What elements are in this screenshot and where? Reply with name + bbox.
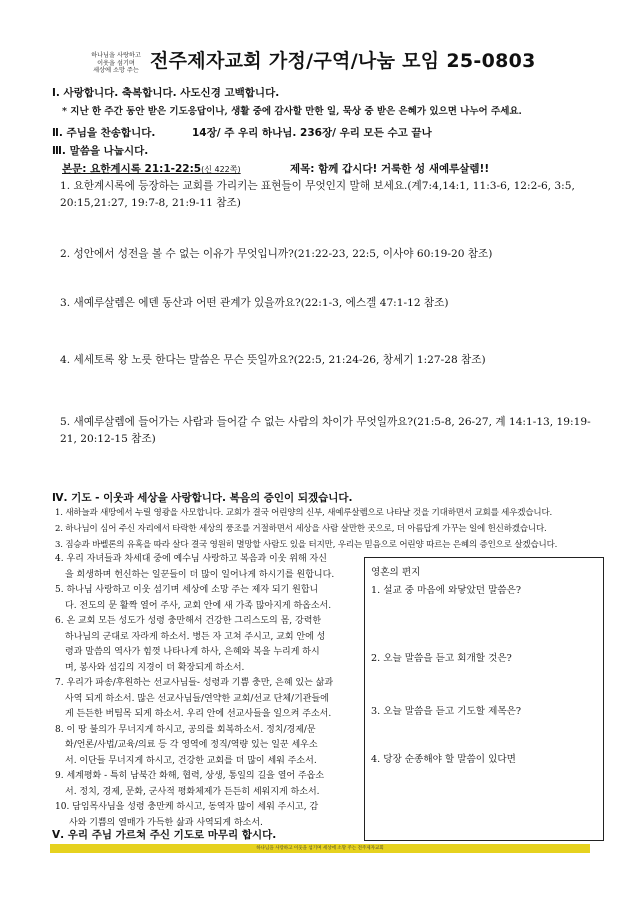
letter-question-1: 1. 설교 중 마음에 와닿았던 말씀은? bbox=[371, 585, 522, 596]
prayer-line: 화/언론/사법/교육/의료 등 각 영역에 정직/역량 있는 일꾼 세우소 bbox=[65, 740, 318, 750]
prayer-line: 게 든든한 버팀목 되게 하소서. 우리 안에 선교사들을 일으켜 주소서. bbox=[65, 709, 332, 719]
letter-question-4: 4. 당장 순종해야 할 말씀이 있다면 bbox=[371, 754, 516, 765]
prayer-line: 6. 온 교회 모든 성도가 성령 충만해서 건강한 그리스도의 몸, 강력한 bbox=[55, 616, 322, 626]
prayer-line: 4. 우리 자녀들과 차세대 중에 예수님 사랑하고 복음과 이웃 위해 자신 bbox=[55, 554, 327, 564]
prayer-line: 을 희생하며 헌신하는 일꾼들이 더 많이 일어나게 하시기를 원합니다. bbox=[65, 569, 335, 580]
soul-letter-box bbox=[364, 557, 604, 841]
hymn-list: 14장/ 주 우리 하나님. 236장/ 우리 모든 수고 끝나 bbox=[192, 127, 432, 139]
church-motto: 하나님을 사랑하고 이웃을 섬기며 세상에 소망 주는 bbox=[91, 52, 141, 74]
question-4: 4. 세세토록 왕 노릇 한다는 말씀은 무슨 뜻일까요?(22:5, 21:24-26, 창세기 1:27-28 참조) bbox=[60, 354, 486, 366]
prayer-line: 5. 하나님 사랑하고 이웃 섬기며 세상에 소망 주는 제자 되기 원합니 bbox=[55, 585, 319, 595]
prayer-line: 9. 세계평화 - 특히 남북간 화해, 협력, 상생, 통일의 길을 열어 주옵소 bbox=[55, 771, 325, 781]
prayer-item: 2. 하나님이 심어 주신 자리에서 타락한 세상의 풍조를 거절하면서 세상을 사람 살만한 곳으로, 더 아름답게 가꾸는 일에 헌신하겠습니다. bbox=[55, 523, 547, 534]
prayer-line: 서. 이단들 무너지게 하시고, 건강한 교회를 더 많이 세워 주소서. bbox=[65, 755, 317, 766]
prayer-line: 령과 말씀의 역사가 힘껏 나타나게 하사, 은혜와 복을 누리게 하시 bbox=[65, 647, 320, 657]
footer-bar: 하나님을 사랑하고 이웃을 섬기며 세상에 소망 주는 전주제자교회 bbox=[50, 844, 590, 853]
scripture-reference: 본문: 요한계시록 21:1-22:5(신 422쪽) bbox=[62, 163, 241, 175]
prayer-line: 사와 기쁨의 열매가 가득한 삶과 사역되게 하소서. bbox=[69, 817, 263, 828]
prayer-line: 다. 전도의 문 활짝 열어 주사, 교회 안에 새 가족 많아지게 하옵소서. bbox=[65, 600, 332, 611]
page-title: 전주제자교회 가정/구역/나눔 모임 25-0803 bbox=[150, 50, 536, 72]
section-2-heading: Ⅱ. 주님을 찬송합니다. bbox=[52, 127, 156, 139]
prayer-line: 사역 되게 하소서. 많은 선교사님들/연약한 교회/선교 단체/기관들에 bbox=[65, 693, 329, 704]
section-4-heading: Ⅳ. 기도 - 이웃과 세상을 사랑합니다. 복음의 증인이 되겠습니다. bbox=[52, 492, 353, 504]
section-3-heading: Ⅲ. 말씀을 나눕시다. bbox=[52, 145, 149, 157]
section-1-heading: Ⅰ. 사랑합니다. 축복합니다. 사도신경 고백합니다. bbox=[52, 87, 280, 99]
question-2: 2. 성안에서 성전을 볼 수 없는 이유가 무엇입니까?(21:22-23, 22:5, 이사야 60:19-20 참조) bbox=[60, 248, 493, 260]
prayer-line: 서. 정치, 경제, 문화, 군사적 평화체제가 든든히 세워지게 하소서. bbox=[65, 786, 320, 797]
section-1-note: * 지난 한 주간 동안 받은 기도응답이나, 생활 중에 감사할 만한 일, 묵상 중 받은 은혜가 있으면 나누어 주세요. bbox=[62, 106, 522, 117]
letter-question-3: 3. 오늘 말씀을 듣고 기도할 제목은? bbox=[371, 706, 522, 717]
prayer-line: 8. 이 땅 불의가 무너지게 하시고, 공의를 회복하소서. 정치/경제/문 bbox=[55, 724, 316, 735]
question-5: 5. 새예루살렘에 들어가는 사람과 들어갈 수 없는 사람의 차이가 무엇일까요?(21:5-8, 26-27, 계 14:1-13, 19:19-21, 20:12-15 참조) bbox=[60, 416, 591, 445]
prayer-list-full bbox=[55, 506, 557, 553]
prayer-line: 10. 담임목사님을 성령 충만케 하시고, 동역자 많이 세워 주시고, 감 bbox=[55, 802, 319, 812]
prayer-line: 하나님의 군대로 자라게 하소서. 병든 자 고쳐 주시고, 교회 안에 성 bbox=[65, 631, 326, 642]
prayer-item: 3. 짐승과 바벨론의 유혹을 따라 살다 결국 영원히 멸망할 사람도 있을 터지만, 우리는 믿음으로 어린양 따르는 은혜의 증인으로 살겠습니다. bbox=[55, 539, 558, 550]
prayer-list-left bbox=[55, 552, 360, 831]
prayer-line: 7. 우리가 파송/후원하는 선교사님들- 성령과 기쁨 충만, 은혜 있는 삶과 bbox=[55, 678, 334, 688]
question-3: 3. 새예루살렘은 에덴 동산과 어떤 관계가 있을까요?(22:1-3, 에스겔 47:1-12 참조) bbox=[60, 297, 449, 309]
prayer-line: 며, 봉사와 섬김의 지경이 더 확장되게 하소서. bbox=[65, 662, 245, 673]
section-5-heading: Ⅴ. 우리 주님 가르쳐 주신 기도로 마무리 합시다. bbox=[52, 829, 277, 841]
prayer-item: 1. 새하늘과 새땅에서 누릴 영광을 사모합니다. 교회가 결국 어린양의 신부, 새예루살렘으로 나타날 것을 기대하면서 교회를 세우겠습니다. bbox=[55, 508, 553, 518]
question-1: 1. 요한계시록에 등장하는 교회를 가리키는 표현들이 무엇인지 말해 보세요.(계7:4,14:1, 11:3-6, 12:2-6, 3:5, 20:15,21:27, 19:7-8, 21:9-11 참조) bbox=[60, 180, 575, 209]
letter-question-2: 2. 오늘 말씀을 듣고 회개할 것은? bbox=[371, 653, 512, 664]
sermon-title: 제목: 함께 갑시다! 거룩한 성 새예루살렘!! bbox=[290, 163, 490, 175]
letter-title: 영혼의 편지 bbox=[371, 567, 421, 578]
